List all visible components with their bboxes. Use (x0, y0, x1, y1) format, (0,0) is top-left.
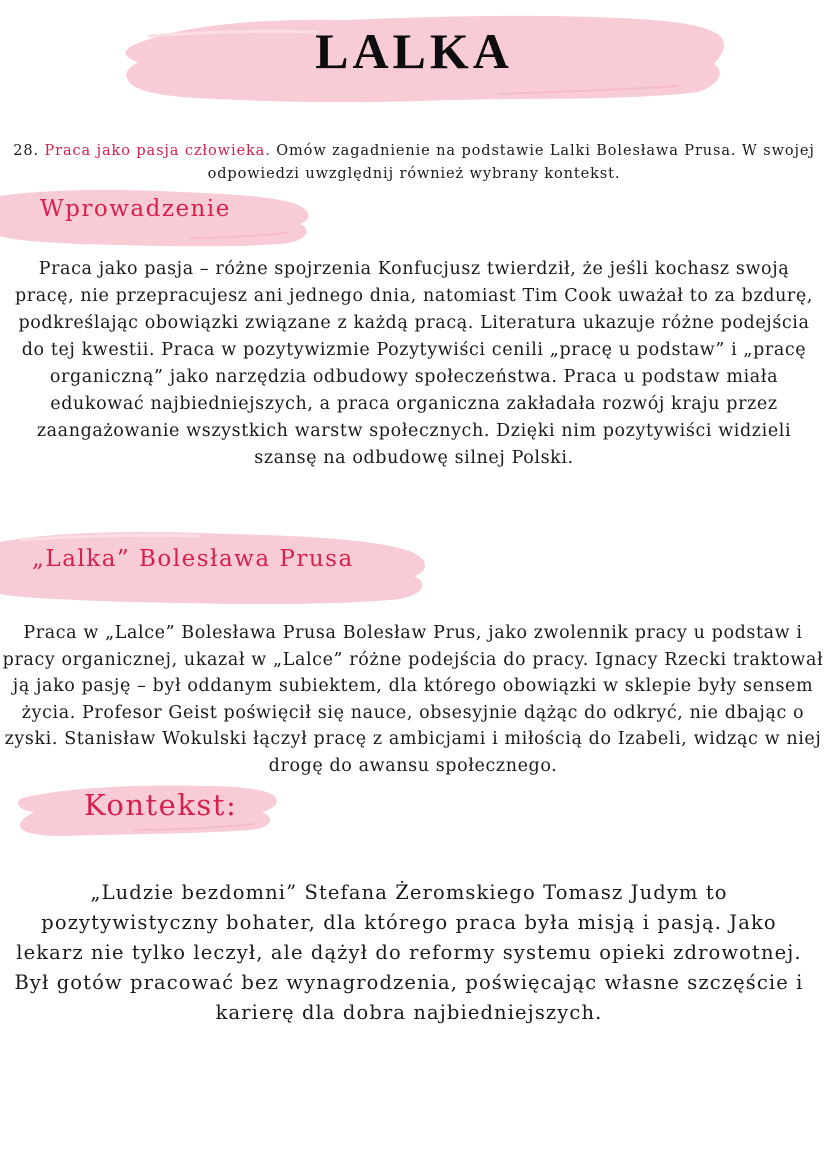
section-text-intro: Praca jako pasja – różne spojrzenia Konfucjusz twierdził, że jeśli kochasz swoją pracę, nie przepracujesz ani jednego dnia, natomiast Tim Cook uważał to za bzdurę, podkreślając obowiązki związane z każdą pracą. Literatura ukazuje różne podejścia do tej kwestii. Praca w pozytywizmie Pozytywiści cenili „pracę u podstaw” i „pracę organiczną” jako narzędzia odbudowy społeczeństwa. Praca u podstaw miała edukować najbiedniejszych, a praca organiczna zakładała rozwój kraju przez zaangażowanie wszystkich warstw społecznych. Dzięki nim pozytywiści widzieli szansę na odbudowę silnej Polski. (14, 259, 814, 468)
document-title: LALKA (315, 23, 513, 79)
question-prompt (4, 140, 824, 186)
section-heading-lalka: „Lalka” Bolesława Prusa (32, 546, 354, 572)
section-heading-intro: Wprowadzenie (40, 196, 231, 222)
question-instruction: Omów zagadnienie na podstawie Lalki Bolesława Prusa. W swojej odpowiedzi uwzględnij również wybrany kontekst. (207, 143, 815, 182)
question-number: 28. (13, 143, 39, 159)
section-heading-context: Kontekst: (84, 788, 238, 822)
section-text-context: „Ludzie bezdomni” Stefana Żeromskiego Tomasz Judym to pozytywistyczny bohater, dla którego praca była misją i pasją. Jako lekarz nie tylko leczył, ale dążył do reformy systemu opieki zdrowotnej. Był gotów pracować bez wynagrodzenia, poświęcając własne szczęście i karierę dla dobra najbiedniejszych. (14, 881, 804, 1024)
question-topic: Praca jako pasja człowieka. (44, 143, 271, 159)
section-text-lalka: Praca w „Lalce” Bolesława Prusa Bolesław Prus, jako zwolennik pracy u podstaw i pracy organicznej, ukazał w „Lalce” różne podejścia do pracy. Ignacy Rzecki traktował ją jako pasję – był oddanym subiektem, dla którego obowiązki w sklepie były sensem życia. Profesor Geist poświęcił się nauce, obsesyjnie dążąc do odkryć, nie dbając o zyski. Stanisław Wokulski łączył pracę z ambicjami i miłością do Izabeli, widząc w niej drogę do awansu społecznego. (2, 623, 824, 776)
